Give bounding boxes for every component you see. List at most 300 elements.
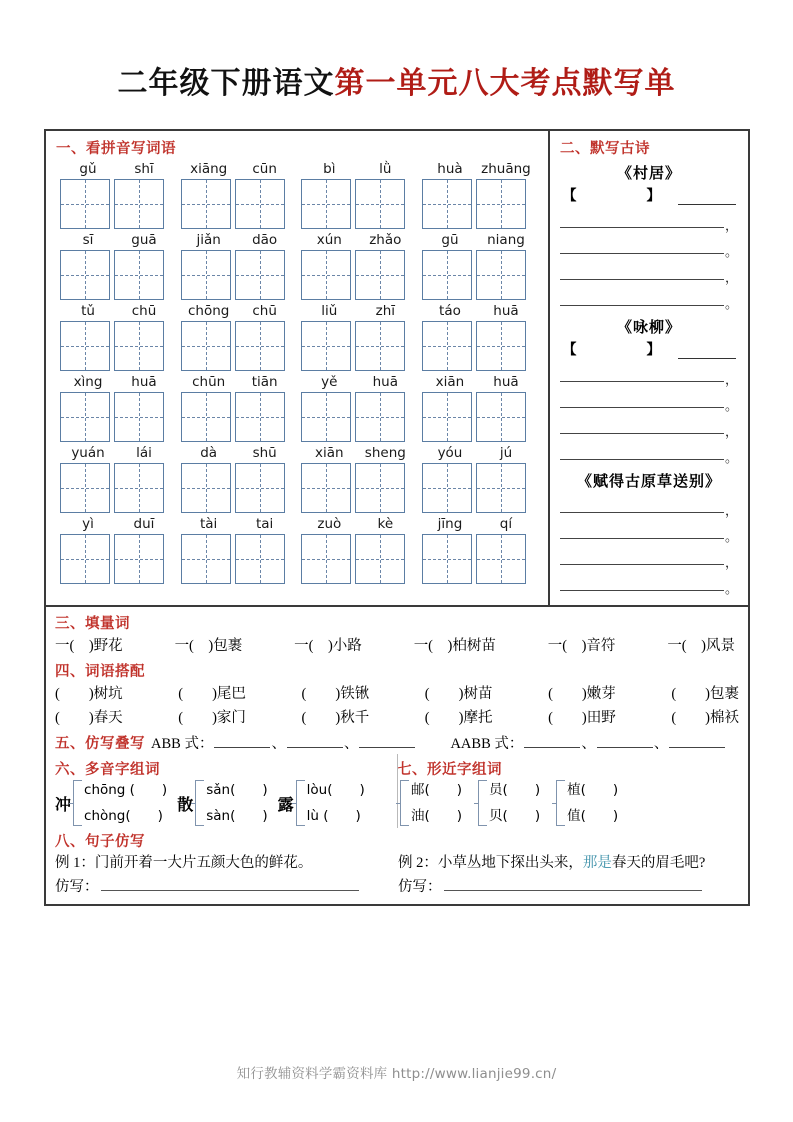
similar-char-rows [489,780,540,826]
pinyin-labels [181,373,293,392]
pinyin-syllable: xìng [73,374,103,390]
tianzige-box[interactable] [301,321,351,371]
collocation-item[interactable]: ( )家门 [178,710,246,726]
blank-separator: 、 [271,736,286,752]
measure-word-item[interactable]: 一( )野花 [55,638,123,654]
section4-row1 [55,682,739,706]
pinyin-syllable: yě [321,374,338,390]
polyphone-group [55,780,167,826]
writing-grid-pair [181,463,293,513]
pinyin-syllable: zhī [375,303,396,319]
measure-word-item[interactable]: 一( )小路 [294,638,362,654]
pinyin-labels [422,302,534,321]
verse-punctuation: ， [724,270,738,285]
poem-verse-blank[interactable] [558,208,740,234]
section67-content [55,780,739,828]
section3-heading: 三、填量词 [55,616,130,632]
pinyin-word-group [301,231,413,300]
worksheet-table [44,129,750,906]
polyphone-char: 散 [177,796,194,814]
poem-verse-blank[interactable] [558,440,740,466]
tianzige-box[interactable] [114,463,164,513]
verse-underline[interactable] [560,407,724,408]
verse-underline[interactable] [560,253,724,254]
tianzige-box[interactable] [476,534,526,584]
tianzige-box[interactable] [114,179,164,229]
poem-block [558,470,740,597]
writing-grid-pair [181,321,293,371]
polyphone-reading[interactable]: chòng( ) [84,808,163,824]
poem-verse-blank[interactable] [558,493,740,519]
polyphone-readings [206,780,267,826]
section1-heading: 一、看拼音写词语 [56,141,176,157]
writing-grid-pair [60,179,172,229]
polyphone-readings [84,780,167,826]
section8-examples [55,852,739,874]
writing-grid-pair [60,321,172,371]
dynasty-bracket[interactable]: 【 】 [562,189,675,204]
tianzige-box[interactable] [476,463,526,513]
abb-blanks[interactable] [213,736,416,752]
pinyin-syllable: jīng [437,516,463,532]
tianzige-box[interactable] [301,534,351,584]
brace-icon [73,780,82,826]
poem-verse-blank[interactable] [558,362,740,388]
section6-heading: 六、多音字组词 [55,762,160,778]
pinyin-labels [422,160,534,179]
pinyin-syllable: yì [82,516,94,532]
tianzige-box[interactable] [476,392,526,442]
pinyin-labels [60,515,172,534]
similar-char-item[interactable]: 油( ) [411,808,463,824]
section6-groups [55,780,394,826]
tianzige-box[interactable] [422,392,472,442]
verse-underline[interactable] [560,227,724,228]
poem-verse-blank[interactable] [558,545,740,571]
similar-char-item[interactable]: 邮( ) [411,782,463,798]
poem-title: 《咏柳》 [616,320,681,336]
pinyin-syllable: chū [131,303,157,319]
pinyin-syllable: chūn [192,374,226,390]
poem-title: 《赋得古原草送别》 [576,474,721,490]
pinyin-word-group [181,160,293,229]
tianzige-box[interactable] [181,392,231,442]
collocation-item[interactable]: ( )田野 [548,710,616,726]
pinyin-word-group [422,160,534,229]
polyphone-char: 露 [277,796,294,814]
pinyin-word-group [422,373,534,442]
brace-icon [296,780,305,826]
verse-punctuation: ， [724,503,738,518]
blank-separator: 、 [653,736,669,752]
verse-underline[interactable] [560,381,724,382]
pinyin-syllable: guā [131,232,157,248]
collocation-item[interactable]: ( )尾巴 [178,686,246,702]
tianzige-box[interactable] [114,392,164,442]
verse-punctuation: 。 [724,581,738,596]
section5-heading: 五、仿写叠写 [55,736,145,752]
poem-verse-blank[interactable] [558,260,740,286]
tianzige-box[interactable] [422,534,472,584]
pinyin-syllable: zuò [317,516,342,532]
pinyin-syllable: huā [372,374,398,390]
verse-punctuation: 。 [724,529,738,544]
pinyin-word-group [60,302,172,371]
poem-verse-blank[interactable] [558,234,740,260]
pinyin-syllable: tài [199,516,218,532]
poem-verse-blank[interactable] [558,414,740,440]
similar-char-item[interactable]: 值( ) [567,808,619,824]
collocation-item[interactable]: ( )树苗 [424,686,493,702]
section5-abb [151,732,416,756]
blank-separator: 、 [581,736,596,752]
polyphone-readings [307,780,365,826]
top-section-row [46,131,748,605]
tianzige-box[interactable] [301,179,351,229]
tianzige-box[interactable] [476,250,526,300]
similar-char-item[interactable]: 贝( ) [489,808,541,824]
polyphone-reading[interactable]: lù ( ) [306,808,361,824]
pinyin-syllable: sī [82,232,94,248]
pinyin-syllable: shī [134,161,154,177]
writing-grid-pair [60,250,172,300]
collocation-item[interactable]: ( )秋千 [301,710,370,726]
page-title [0,0,793,102]
pinyin-labels [301,373,413,392]
polyphone-reading[interactable]: sàn( ) [206,808,268,824]
tianzige-box[interactable] [60,534,110,584]
pinyin-syllable: xún [316,232,342,248]
tianzige-box[interactable] [422,250,472,300]
brace-icon [478,780,487,826]
polyphone-reading[interactable]: lòu( ) [306,782,365,798]
section2-heading: 二、默写古诗 [560,141,650,157]
pinyin-syllable: liǔ [321,303,338,319]
pinyin-syllable: huà [437,161,463,177]
pinyin-syllable: duī [133,516,155,532]
writing-grid-pair [60,534,172,584]
measure-word-item[interactable]: 一( )柏树苗 [413,638,496,654]
collocation-item[interactable]: ( )摩托 [424,710,493,726]
tianzige-box[interactable] [235,463,285,513]
poem-author-row [558,185,740,205]
verse-underline[interactable] [560,459,724,460]
pinyin-word-group [60,515,172,584]
tianzige-box[interactable] [114,534,164,584]
writing-grid-pair [301,321,413,371]
page-title-red: 第一单元八大考点默写单 [334,67,676,100]
poem-author-row [558,339,740,359]
verse-underline[interactable] [560,279,724,280]
tianzige-box[interactable] [181,321,231,371]
similar-char-rows [411,780,462,826]
verse-underline[interactable] [560,590,724,591]
similar-char-rows [567,780,618,826]
pinyin-labels [422,373,534,392]
verse-punctuation: ， [724,218,738,233]
writing-grid-pair [301,392,413,442]
poem-verse-blank[interactable] [558,286,740,312]
page-title-black: 二年级下册语文 [117,67,335,100]
pinyin-word-group [60,444,172,513]
pinyin-syllable: cūn [252,161,277,177]
verse-underline[interactable] [560,512,724,513]
pinyin-syllable: táo [439,303,461,319]
writing-grid-pair [301,463,413,513]
pinyin-syllable: shū [252,445,277,461]
pinyin-word-group [301,444,413,513]
tianzige-box[interactable] [355,321,405,371]
aabb-blank[interactable] [597,733,653,748]
pinyin-syllable: tǔ [81,303,95,319]
verse-punctuation: 。 [724,296,738,311]
imitate-1 [55,874,396,899]
abb-blank[interactable] [287,733,343,748]
pinyin-syllable: yóu [437,445,463,461]
poem-verse-blank[interactable] [558,571,740,597]
writing-grid-pair [181,250,293,300]
section-pinyin-writing [46,131,550,605]
brace-icon [400,780,409,826]
tianzige-box[interactable] [60,463,110,513]
pinyin-syllable: tiān [251,374,278,390]
pinyin-word-group [181,373,293,442]
writing-grid-pair [422,392,534,442]
verse-underline[interactable] [560,433,724,434]
example2 [396,852,739,874]
tianzige-box[interactable] [235,392,285,442]
tianzige-box[interactable] [422,463,472,513]
verse-underline[interactable] [560,305,724,306]
pinyin-labels [60,444,172,463]
pinyin-word-group [60,160,172,229]
pinyin-syllable: gū [441,232,459,248]
pinyin-word-group [181,231,293,300]
poem-verse-blank[interactable] [558,519,740,545]
brace-icon [195,780,204,826]
measure-word-item[interactable]: 一( )包裹 [174,638,243,654]
abb-blank[interactable] [214,733,270,748]
tianzige-box[interactable] [60,179,110,229]
tianzige-box[interactable] [235,250,285,300]
writing-grid-pair [422,179,534,229]
similar-char-item[interactable]: 员( ) [489,782,541,798]
pinyin-labels [181,160,293,179]
writing-grid-pair [181,179,293,229]
similar-char-item[interactable]: 植( ) [567,782,619,798]
poet-name-blank[interactable] [678,191,736,205]
tianzige-box[interactable] [301,392,351,442]
pinyin-word-group [60,231,172,300]
pinyin-labels [60,373,172,392]
pinyin-syllable: lái [136,445,152,461]
pinyin-syllable: dà [200,445,218,461]
lower-sections [46,605,748,904]
measure-word-item[interactable]: 一( )音符 [547,638,616,654]
pinyin-labels [60,160,172,179]
imitate-input-1[interactable] [101,874,359,891]
imitate-label-2: 仿写： [398,879,442,895]
poem-title: 《村居》 [616,166,681,182]
collocation-item[interactable]: ( )春天 [55,710,123,726]
collocation-item[interactable]: ( )嫩芽 [548,686,616,702]
pinyin-word-group [422,515,534,584]
example1 [55,852,396,874]
writing-grid-pair [181,534,293,584]
tianzige-box[interactable] [235,534,285,584]
aabb-blank[interactable] [669,733,725,748]
section4-heading: 四、词语搭配 [55,664,145,680]
pinyin-word-group [422,231,534,300]
pinyin-syllable: huā [131,374,157,390]
pinyin-syllable: gǔ [79,161,97,177]
tianzige-box[interactable] [355,392,405,442]
verse-punctuation: 。 [724,244,738,259]
blank-separator: 、 [343,736,359,752]
poem-verse-blank[interactable] [558,388,740,414]
collocation-item[interactable]: ( )树坑 [55,686,123,702]
imitate-input-2[interactable] [444,874,702,891]
aabb-label: AABB 式： [450,736,524,752]
collocation-item[interactable]: ( )铁锹 [301,686,370,702]
tianzige-box[interactable] [476,179,526,229]
pinyin-labels [181,515,293,534]
tianzige-box[interactable] [355,463,405,513]
section7-groups [394,780,739,826]
pinyin-word-group [181,302,293,371]
tianzige-box[interactable] [114,321,164,371]
pinyin-labels [422,444,534,463]
section8-answer-row [55,874,739,899]
tianzige-box[interactable] [301,250,351,300]
tianzige-box[interactable] [235,321,285,371]
abb-blank[interactable] [359,733,415,748]
tianzige-box[interactable] [235,179,285,229]
pinyin-syllable: bì [323,161,336,177]
writing-grid-pair [60,463,172,513]
polyphone-group [278,780,365,826]
pinyin-syllable: xiān [435,374,465,390]
tianzige-box[interactable] [355,534,405,584]
tianzige-box[interactable] [355,250,405,300]
pinyin-row [46,231,548,300]
verse-underline[interactable] [560,538,724,539]
pinyin-syllable: lǜ [379,161,392,177]
aabb-blanks[interactable] [523,736,726,752]
tianzige-box[interactable] [181,250,231,300]
verse-punctuation: ， [724,555,738,570]
imitate-label-1: 仿写： [55,879,99,895]
pinyin-labels [60,302,172,321]
tianzige-box[interactable] [60,250,110,300]
section3-items [55,634,739,658]
measure-word-item[interactable]: 一( )风景 [667,638,735,654]
polyphone-char: 冲 [55,796,72,814]
similar-char-group [400,780,462,826]
similar-char-group [478,780,540,826]
poems-container [558,162,740,597]
tianzige-box[interactable] [301,463,351,513]
pinyin-syllable: huā [493,374,519,390]
example1-text: 门前开着一大片五颜大色的鲜花。 [94,855,313,871]
tianzige-box[interactable] [181,534,231,584]
tianzige-box[interactable] [60,321,110,371]
section5-line [55,730,739,756]
pinyin-word-group [301,302,413,371]
dynasty-bracket[interactable]: 【 】 [562,343,675,358]
pinyin-row [46,515,548,584]
writing-grid-pair [181,392,293,442]
pinyin-word-group [422,444,534,513]
pinyin-syllable: chū [252,303,277,319]
poem-block [558,162,740,312]
pinyin-word-group [301,373,413,442]
verse-punctuation: ， [724,424,738,439]
section5-aabb [450,732,726,756]
tianzige-box[interactable] [355,179,405,229]
tianzige-box[interactable] [181,463,231,513]
polyphone-reading[interactable]: chōng ( ) [84,782,168,798]
verse-punctuation: ， [724,372,738,387]
pinyin-syllable: yuán [71,445,105,461]
abb-label: ABB 式： [151,736,214,752]
pinyin-word-group [301,160,413,229]
tianzige-box[interactable] [422,321,472,371]
pinyin-syllable: qí [499,516,513,532]
collocation-item[interactable]: ( )棉袄 [671,710,739,726]
example2-label: 例 2： [398,855,438,871]
polyphone-reading[interactable]: sǎn( ) [206,782,268,798]
verse-punctuation: 。 [724,450,738,465]
pinyin-word-group [181,515,293,584]
pinyin-syllable: niang [487,232,525,248]
verse-underline[interactable] [560,564,724,565]
pinyin-syllable: xiān [315,445,344,461]
pinyin-row [46,373,548,442]
collocation-item[interactable]: ( )包裹 [671,686,739,702]
tianzige-box[interactable] [114,250,164,300]
writing-grid-pair [422,463,534,513]
pinyin-syllable: jiǎn [196,232,221,248]
pinyin-syllable: huā [493,303,519,319]
similar-char-group [556,780,618,826]
pinyin-word-group [181,444,293,513]
tianzige-box[interactable] [60,392,110,442]
writing-grid-pair [301,534,413,584]
brace-icon [556,780,565,826]
pinyin-row [46,160,548,229]
poet-name-blank[interactable] [678,345,736,359]
pinyin-word-group [60,373,172,442]
pinyin-syllable: sheng [364,445,406,461]
example1-label: 例 1： [55,855,95,871]
pinyin-word-group [301,515,413,584]
pinyin-labels [301,160,413,179]
tianzige-box[interactable] [422,179,472,229]
pinyin-labels [60,231,172,250]
pinyin-labels [301,302,413,321]
writing-grid-pair [422,250,534,300]
pinyin-rows-container [46,160,548,584]
pinyin-labels [181,302,293,321]
aabb-blank[interactable] [524,733,580,748]
pinyin-labels [301,231,413,250]
tianzige-box[interactable] [181,179,231,229]
pinyin-row [46,302,548,371]
writing-grid-pair [422,321,534,371]
tianzige-box[interactable] [476,321,526,371]
pinyin-syllable: kè [377,516,394,532]
